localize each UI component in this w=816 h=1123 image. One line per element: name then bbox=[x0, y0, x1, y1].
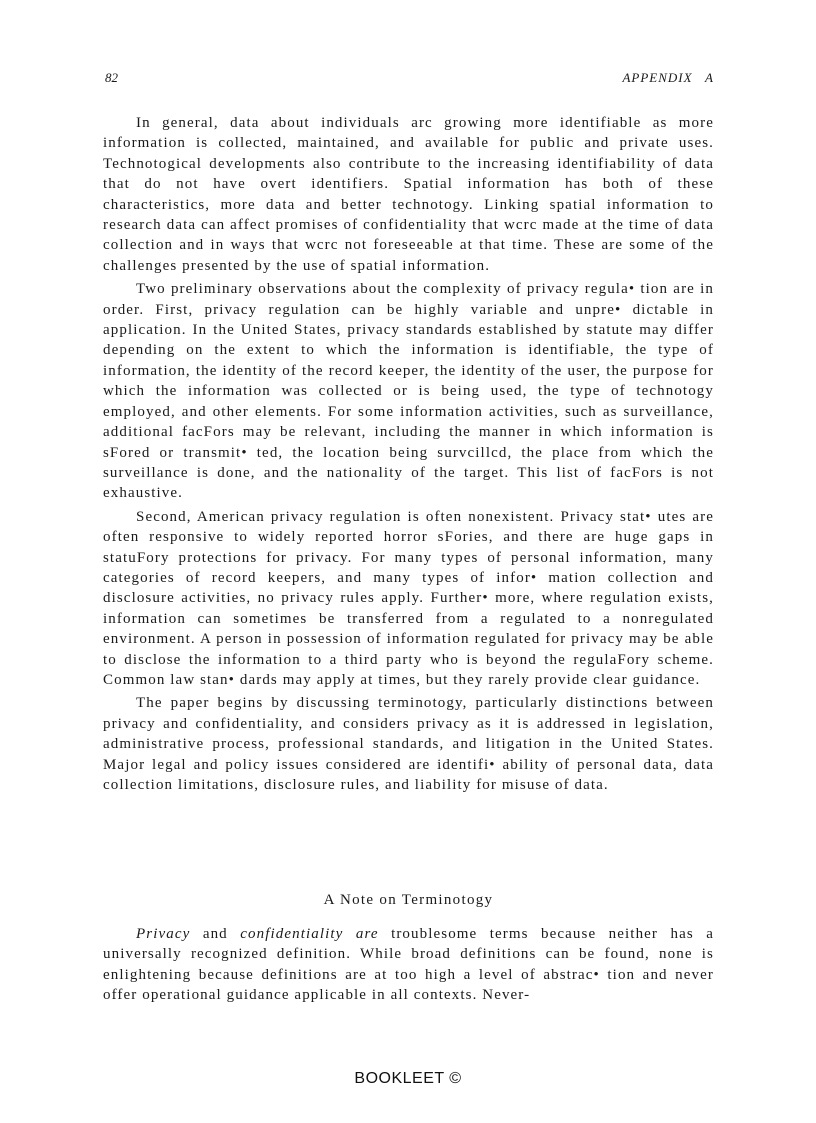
paragraph-text: troublesome terms because neither has a universally recognized definition. While broad definitions can be found, none is enlightening because definitions are at too high a level of abstrac• tion and never offer operational guidance applicable in all contexts. Never- bbox=[103, 926, 714, 1004]
paragraph bbox=[103, 924, 714, 1006]
connector-and: and bbox=[202, 926, 228, 942]
paragraph: Two preliminary observations about the complexity of privacy regula• tion are in order. First, privacy regulation can be highly variable and unpre• dictable in application. In the United States, privacy standards established by statute may differ depending on the extent to which the information is identifiable, the type of information, the identity of the record keeper, the identity of the user, the purpose for which the information was collected or is being used, the type of technotogy employed, and other elements. For some information activities, such as surveillance, additional facFors may be relevant, including the manner in which information is sFored or transmit• ted, the location being survcillcd, the place from which the surveillance is done, and the nationality of the target. This list of facFors is not exhaustive. bbox=[103, 281, 714, 502]
running-head: APPENDIX A bbox=[622, 70, 714, 85]
paragraph: Second, American privacy regulation is often nonexistent. Privacy stat• utes are often responsive to widely reported horror sFories, and there are huge gaps in statuFory protections for privacy. For many types of personal information, many categories of record keepers, and many types of infor• mation collection and disclosure activities, no privacy rules apply. Further• more, where regulation exists, information can sometimes be transferred from a regulated to a nonregulated environment. A person in possession of information regulated for privacy may be able to disclose the information to a third party who is beyond the regulaFory scheme. Common law stan• dards may apply at times, but they rarely provide clear guidance. bbox=[103, 508, 714, 688]
section-body bbox=[103, 924, 714, 1006]
paragraph: The paper begins by discussing terminotogy, particularly distinctions between privacy and confidentiality, and considers privacy as it is addressed in legislation, administrative process, professional standards, and litigation in the United States. Major legal and policy issues considered are identifi• ability of personal data, data collection limitations, disclosure rules, and liability for misuse of data. bbox=[103, 695, 714, 793]
paragraph: In general, data about individuals arc growing more identifiable as more information is collected, maintained, and available for public and private uses. Technotogical developments also contribute to the increasing identifiability of data that do not have overt identifiers. Spatial information has both of these characteristics, more data and better technotogy. Linking spatial information to research data can affect promises of confidentiality that wcrc made at the time of data collection and in ways that wcrc not foreseeable at that time. These are some of the challenges presented by the use of spatial information. bbox=[103, 115, 714, 274]
page-number: 82 bbox=[105, 70, 118, 85]
footer-watermark: BOOKLEET © bbox=[354, 1070, 462, 1087]
body-text bbox=[103, 113, 714, 798]
term-confidentiality: confidentiality are bbox=[240, 926, 379, 942]
term-privacy: Privacy bbox=[136, 926, 191, 942]
section-heading: A Note on Terminotogy bbox=[323, 892, 494, 908]
